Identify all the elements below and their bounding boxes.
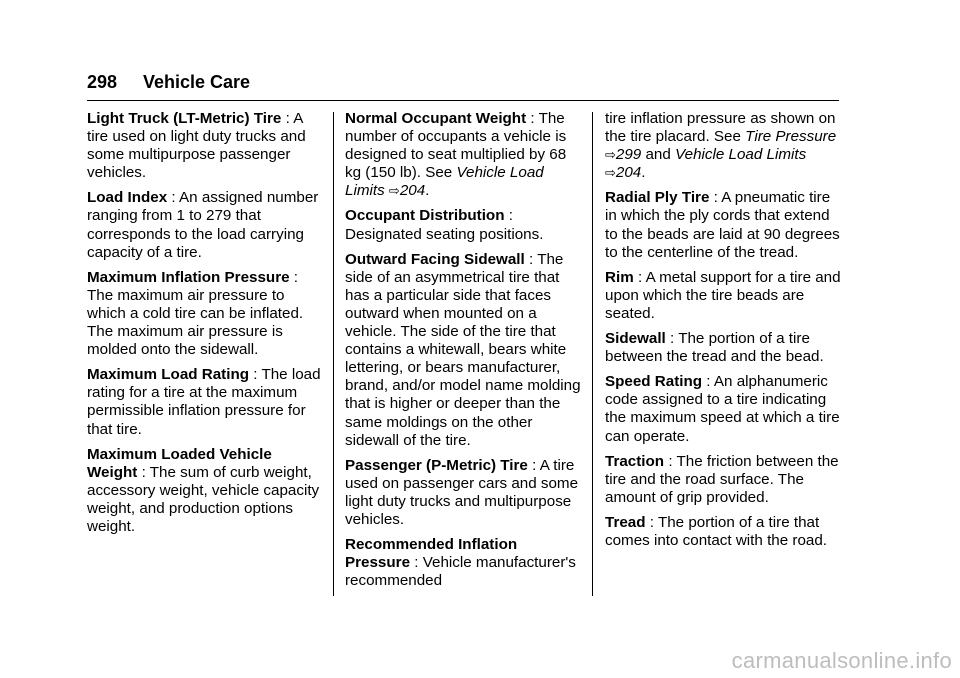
glossary-definition: An assigned number ranging from 1 to 279 that corresponds to the load carrying capacity of a tire. — [87, 189, 319, 261]
glossary-entry-speed-rating — [605, 373, 841, 445]
column-left — [87, 110, 323, 543]
page-reference[interactable]: 299 — [615, 146, 642, 164]
glossary-entry-lt-metric-tire — [87, 110, 323, 182]
glossary-entry-traction — [605, 453, 841, 507]
page-ref-arrow-icon: ⇨ — [605, 165, 616, 181]
glossary-entry-continuation — [605, 110, 841, 182]
period: . — [425, 182, 430, 200]
cross-reference-link[interactable]: Vehicle Load Limits — [675, 146, 807, 164]
colon: : — [253, 366, 258, 384]
glossary-term: Maximum Loaded Vehicle Weight — [87, 445, 272, 481]
page-ref-arrow-icon: ⇨ — [388, 183, 400, 199]
glossary-definition: The portion of a tire between the tread and the bead. — [605, 330, 824, 366]
colon: : — [530, 110, 535, 127]
watermark: carmanualsonline.info — [731, 648, 952, 673]
glossary-definition: The portion of a tire that comes into contact with the road. — [605, 513, 828, 549]
glossary-entry-tread — [605, 514, 841, 550]
glossary-term: Radial Ply Tire — [605, 189, 710, 207]
colon: : — [508, 207, 513, 225]
column-divider-left — [333, 112, 334, 596]
colon: : — [414, 554, 419, 572]
glossary-entry-rim — [605, 269, 841, 323]
glossary-term: Passenger (P-Metric) Tire — [345, 456, 528, 474]
colon: : — [171, 189, 176, 207]
glossary-term: Sidewall — [605, 330, 666, 348]
colon: : — [293, 268, 299, 286]
glossary-entry-max-load-rating — [87, 366, 323, 438]
glossary-entry-recommended-inflation-pressure — [345, 536, 581, 590]
page-number: 298 — [87, 72, 118, 92]
page-header — [87, 72, 839, 100]
period: . — [641, 164, 646, 182]
colon: : — [670, 330, 675, 348]
glossary-term: Outward Facing Sidewall — [345, 250, 525, 268]
column-divider-right — [592, 112, 593, 596]
glossary-definition: The load rating for a tire at the maximum permissible inflation pressure for that tire. — [87, 366, 321, 438]
colon: : — [649, 513, 654, 531]
glossary-entry-occupant-distribution — [345, 207, 581, 243]
glossary-entry-max-loaded-vehicle-weight — [87, 446, 323, 536]
colon: : — [706, 373, 711, 391]
column-right — [605, 110, 841, 557]
glossary-definition: An alphanumeric code assigned to a tire indicating the maximum speed at which a tire can operate. — [605, 373, 840, 445]
glossary-term: Maximum Load Rating — [87, 366, 250, 384]
glossary-entry-load-index — [87, 189, 323, 261]
glossary-definition: A pneumatic tire in which the ply cords that extend to the beads are laid at 90 degrees to the centerline of the tread. — [605, 189, 840, 261]
glossary-definition: Designated seating positions. — [345, 225, 544, 243]
conjunction: and — [645, 146, 671, 164]
glossary-definition: The sum of curb weight, accessory weight, vehicle capacity weight, and production options weight. — [87, 463, 320, 535]
glossary-term: Speed Rating — [605, 373, 703, 391]
colon: : — [668, 452, 673, 470]
colon: : — [529, 250, 534, 268]
glossary-definition: A tire used on passenger cars and some light duty trucks and multipurpose vehicles. — [345, 456, 579, 528]
glossary-definition: The maximum air pressure to which a cold tire can be inflated. The maximum air pressure is molded onto the sidewall. — [87, 286, 304, 359]
glossary-term: Normal Occupant Weight — [345, 110, 527, 127]
glossary-term: Load Index — [87, 189, 168, 207]
glossary-term: Recommended Inflation Pressure — [345, 536, 518, 572]
glossary-term: Light Truck (LT-Metric) Tire — [87, 110, 282, 127]
colon: : — [141, 463, 146, 481]
cross-reference-link[interactable]: Tire Pressure — [745, 128, 837, 146]
glossary-term: Maximum Inflation Pressure — [87, 268, 290, 286]
colon: : — [532, 456, 537, 474]
column-middle — [345, 110, 581, 597]
glossary-term: Occupant Distribution — [345, 207, 505, 225]
glossary-definition: A metal support for a tire and upon which the tire beads are seated. — [605, 268, 841, 322]
page-reference[interactable]: 204 — [615, 164, 642, 182]
colon: : — [713, 189, 718, 207]
glossary-definition: Vehicle manufacturer's recommended — [345, 554, 576, 590]
glossary-term: Traction — [605, 452, 665, 470]
glossary-entry-max-inflation-pressure — [87, 269, 323, 359]
colon: : — [285, 110, 290, 127]
glossary-definition: A tire used on light duty trucks and some multipurpose passenger vehicles. — [87, 110, 306, 182]
glossary-definition: The side of an asymmetrical tire that has a particular side that faces outward when mounted on a vehicle. The side of the tire that contains a whitewall, bears white lettering, or bears manufacturer, brand, and/or model name molding that is higher or deeper than the same moldings on the other sidewall of the tire. — [345, 250, 581, 449]
glossary-definition: tire inflation pressure as shown on the tire placard. See — [605, 110, 836, 146]
page-reference[interactable]: 204 — [399, 182, 426, 200]
glossary-definition: The friction between the tire and the road surface. The amount of grip provided. — [605, 452, 839, 506]
glossary-entry-radial-ply-tire — [605, 189, 841, 261]
glossary-entry-outward-facing-sidewall — [345, 251, 581, 450]
glossary-term: Rim — [605, 268, 634, 286]
header-rule — [87, 100, 839, 101]
glossary-term: Tread — [605, 513, 646, 531]
cross-reference-link[interactable]: Vehicle Load Limits — [345, 164, 544, 200]
colon: : — [637, 268, 643, 286]
page-ref-arrow-icon: ⇨ — [605, 147, 616, 163]
section-title: Vehicle Care — [143, 72, 251, 92]
glossary-entry-normal-occupant-weight — [345, 110, 581, 200]
glossary-entry-p-metric-tire — [345, 457, 581, 529]
glossary-definition: The number of occupants a vehicle is designed to seat multiplied by 68 kg (150 lb). See — [345, 110, 567, 182]
glossary-entry-sidewall — [605, 330, 841, 366]
